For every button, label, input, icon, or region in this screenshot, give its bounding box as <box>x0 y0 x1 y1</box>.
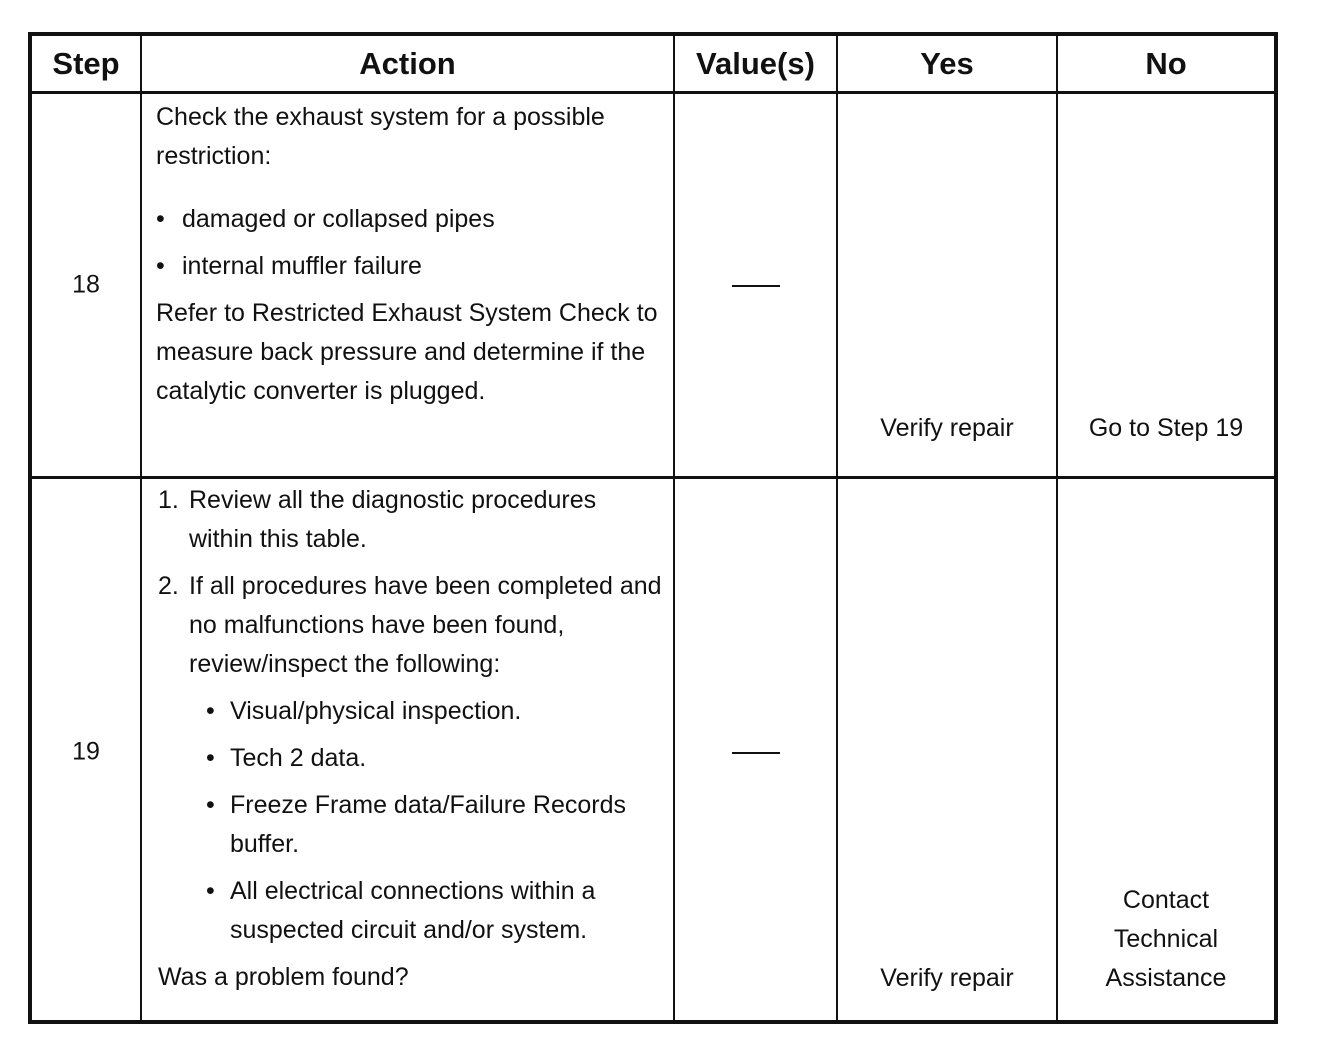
header-yes: Yes <box>838 36 1058 91</box>
diagnostic-table <box>28 32 1278 1024</box>
bullet-icon: • <box>156 205 165 233</box>
list-item <box>206 739 663 778</box>
no-cell <box>1058 94 1274 476</box>
yes-result: Verify repair <box>880 964 1014 992</box>
action-cell <box>142 94 675 476</box>
step-number: 18 <box>72 270 100 299</box>
value-cell <box>675 94 838 476</box>
action-cell <box>142 479 675 1024</box>
item-number: 2. <box>158 572 179 600</box>
yes-cell <box>838 479 1058 1024</box>
bullet-text: internal muffler failure <box>182 252 422 280</box>
no-cell <box>1058 479 1274 1024</box>
no-result: Go to Step 19 <box>1088 414 1244 442</box>
step-number: 19 <box>72 737 100 765</box>
bullet-text: damaged or collapsed pipes <box>182 205 495 233</box>
bullet-text: Freeze Frame data/Failure Records buffer. <box>230 791 626 858</box>
bullet-icon: • <box>206 697 215 725</box>
item-number: 1. <box>158 486 179 514</box>
bullet-text: All electrical connections within a suspected circuit and/or system. <box>230 877 596 944</box>
list-item <box>156 247 663 286</box>
table-row <box>32 479 1274 1024</box>
bullet-text: Tech 2 data. <box>230 744 367 772</box>
list-item <box>206 872 663 950</box>
action-intro: Check the exhaust system for a possible restriction: <box>156 103 605 170</box>
step-cell <box>32 479 142 1024</box>
list-item <box>206 692 663 731</box>
table-header-row <box>32 36 1274 94</box>
action-question: Was a problem found? <box>158 963 409 991</box>
bullet-icon: • <box>156 252 165 280</box>
value-dash <box>732 752 780 754</box>
bullet-icon: • <box>206 877 215 905</box>
step-cell <box>32 94 142 476</box>
item-text: If all procedures have been completed and no malfunctions have been found, review/inspect the following: <box>189 572 662 678</box>
no-result: Contact Technical Assistance <box>1105 886 1227 992</box>
value-cell <box>675 479 838 1024</box>
bullet-icon: • <box>206 744 215 772</box>
value-dash <box>732 285 780 287</box>
header-step: Step <box>32 36 142 91</box>
list-item <box>206 786 663 864</box>
sub-bullet-list <box>158 692 663 950</box>
bullet-icon: • <box>206 791 215 819</box>
table-row <box>32 94 1274 479</box>
yes-cell <box>838 94 1058 476</box>
yes-result: Verify repair <box>880 414 1014 442</box>
action-outro: Refer to Restricted Exhaust System Check to measure back pressure and determine if the catalytic converter is plugged. <box>156 299 658 405</box>
list-item <box>156 200 663 239</box>
numbered-item <box>158 481 663 559</box>
header-values: Value(s) <box>675 36 838 91</box>
header-action: Action <box>142 36 675 91</box>
bullet-text: Visual/physical inspection. <box>230 697 522 725</box>
header-no: No <box>1145 45 1187 81</box>
numbered-item <box>158 567 663 684</box>
item-text: Review all the diagnostic procedures within this table. <box>189 486 597 553</box>
